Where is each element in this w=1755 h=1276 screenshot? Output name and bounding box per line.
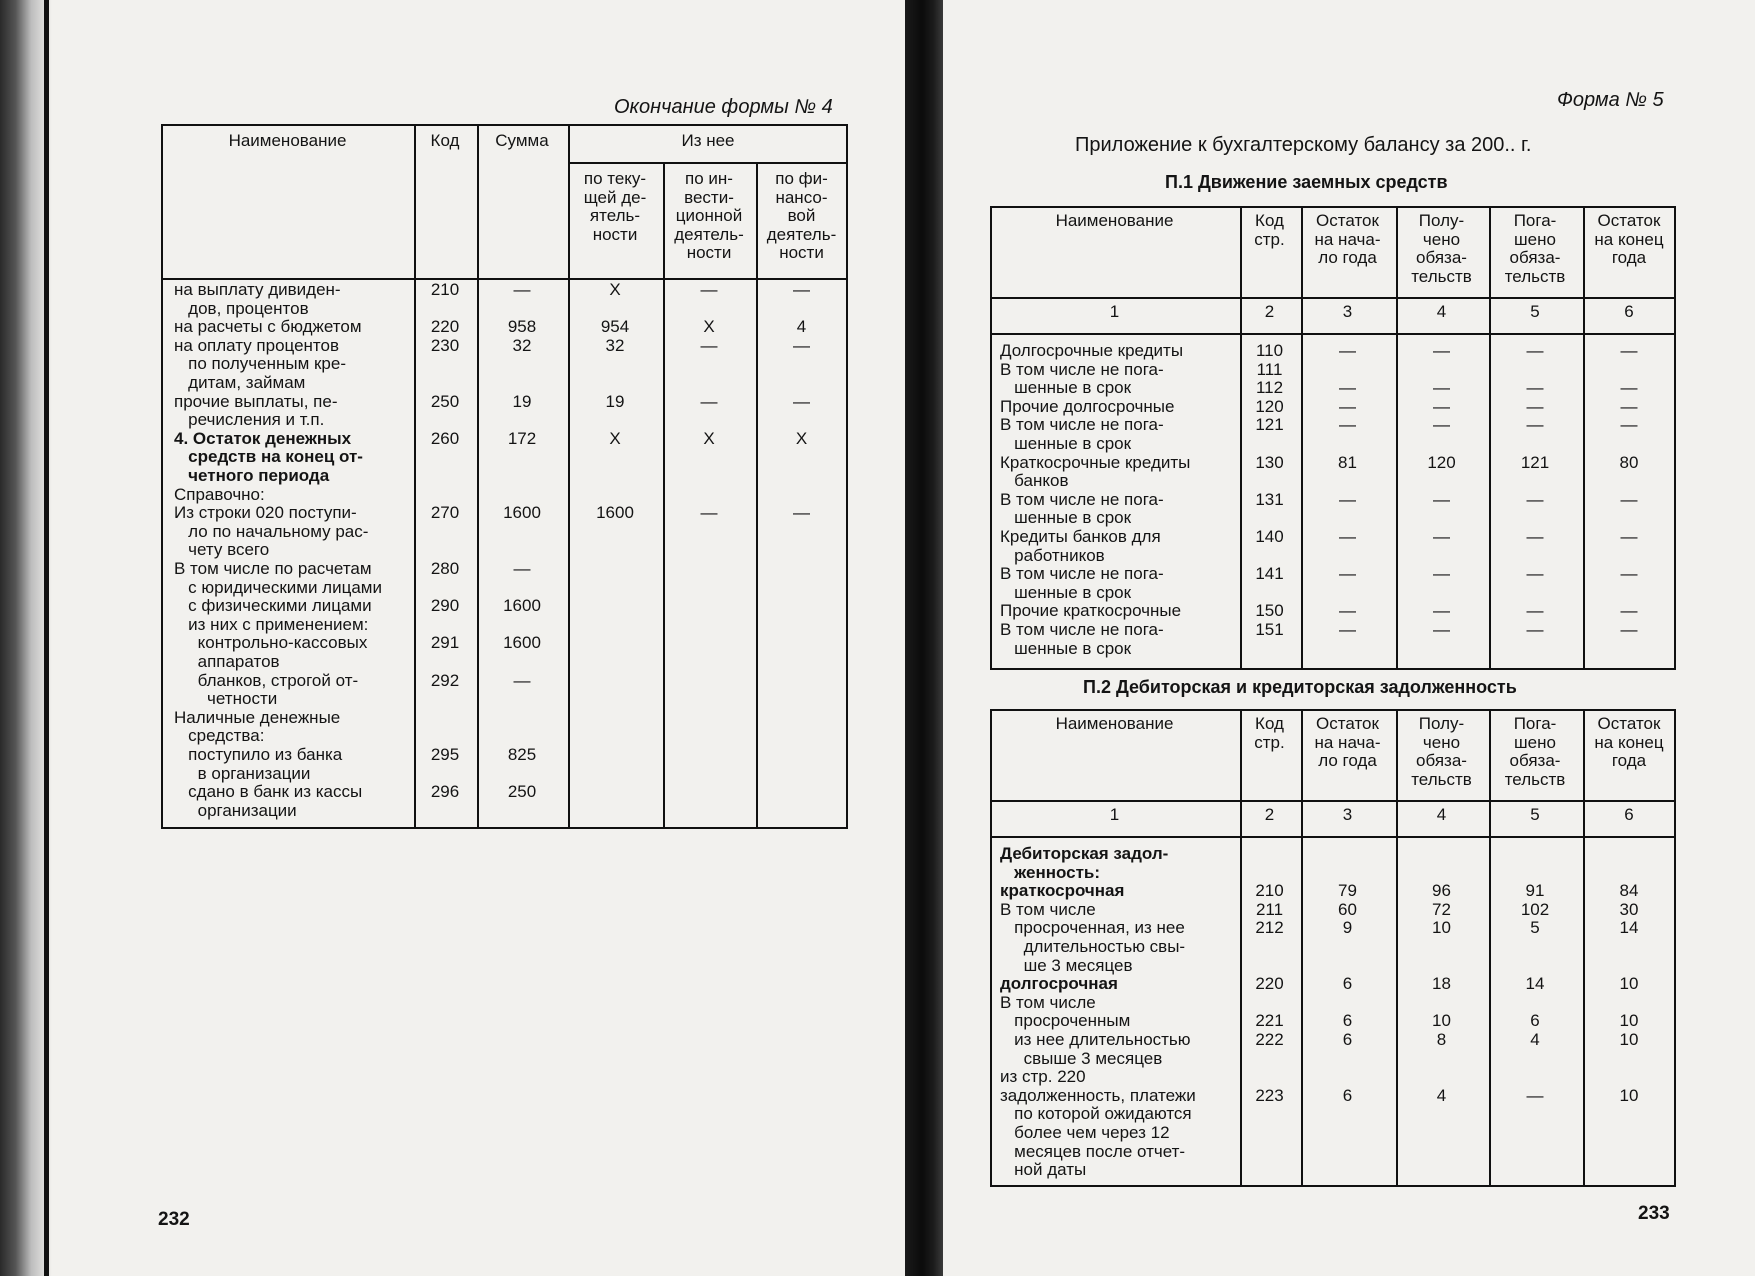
col-number: 2 <box>1264 302 1275 321</box>
row-code: 210 <box>430 280 460 299</box>
row-value: 18 <box>1432 974 1451 994</box>
row-code: 295 <box>430 745 460 764</box>
row-invest: — <box>700 280 718 299</box>
row-value: — <box>1339 378 1356 398</box>
row-invest: — <box>700 391 718 411</box>
row-value: 10 <box>1432 918 1451 938</box>
row-name: просроченная, из нее длительностью свы- ше 3 месяцев <box>1014 918 1186 975</box>
col-header-end-balance: Остаток на конец года <box>1594 211 1664 268</box>
row-value: 121 <box>1520 452 1550 472</box>
row-name: просроченным <box>1000 1011 1131 1031</box>
row-value: — <box>1620 489 1638 509</box>
col-header-finance: по фи- нансо- вой деятель- ности <box>766 169 837 263</box>
row-value: 30 <box>1619 899 1639 919</box>
row-name: В том числе не пога- шенные в срок <box>1000 620 1164 658</box>
row-finance: — <box>793 391 810 411</box>
row-name: Справочно: <box>174 484 265 504</box>
col-header-start-balance: Остаток на нача- ло года <box>1314 211 1381 268</box>
row-value: 10 <box>1432 1011 1451 1031</box>
row-name: из стр. 220 <box>1000 1067 1086 1087</box>
row-code: 250 <box>430 391 460 411</box>
row-sum: 958 <box>507 317 537 337</box>
row-value: — <box>1339 601 1356 621</box>
row-code: 270 <box>430 503 460 523</box>
row-name: Долгосрочные кредиты <box>1000 341 1184 360</box>
row-value: — <box>1433 415 1450 435</box>
row-name: Наличные денежные средства: <box>174 707 341 746</box>
row-name: В том числе по расчетам с юридическими лицами <box>174 559 382 597</box>
row-code: 292 <box>430 670 460 690</box>
row-invest: — <box>700 503 718 523</box>
col-header-received: Полу- чено обяза- тельств <box>1411 211 1472 286</box>
col-number: 3 <box>1342 302 1353 321</box>
row-value: — <box>1526 527 1544 546</box>
row-code: 223 <box>1255 1085 1284 1105</box>
row-value: — <box>1526 415 1544 435</box>
row-name: на оплату процентов по полученным кре- дитам, займам <box>174 335 346 392</box>
row-value: — <box>1433 601 1450 621</box>
row-name: на выплату дивиден- дов, процентов <box>174 280 341 318</box>
col-number: 5 <box>1530 805 1540 824</box>
row-invest: — <box>700 335 718 355</box>
row-name: с физическими лицами из них с применением: <box>188 596 372 634</box>
row-value: — <box>1526 620 1544 639</box>
row-current: 19 <box>605 391 625 411</box>
row-name: шенные в срок <box>1000 378 1132 398</box>
row-current: X <box>609 428 621 448</box>
row-sum: 1600 <box>503 633 541 653</box>
row-value: 6 <box>1342 1011 1353 1031</box>
row-name: В том числе не пога- шенные в срок <box>1000 489 1164 528</box>
row-value: — <box>1339 415 1356 435</box>
row-current: 1600 <box>596 503 634 523</box>
row-code: 112 <box>1255 378 1284 398</box>
col-header-repaid: Пога- шено обяза- тельств <box>1504 211 1566 286</box>
row-value: — <box>1433 396 1450 416</box>
row-value: 14 <box>1525 974 1545 994</box>
row-code: 151 <box>1255 620 1284 639</box>
row-code: 131 <box>1255 489 1284 509</box>
col-header-received: Полу- чено обяза- тельств <box>1411 714 1472 789</box>
row-code: 230 <box>430 335 460 355</box>
row-value: 4 <box>1436 1085 1447 1105</box>
row-name: прочие выплаты, пе- речисления и т.п. <box>174 391 338 430</box>
row-code: 291 <box>430 633 460 653</box>
row-name: сдано в банк из кассы организации <box>188 782 363 820</box>
form-subtitle: Приложение к бухгалтерскому балансу за 200.. г. <box>1075 134 1532 156</box>
row-code: 290 <box>430 596 460 616</box>
col-number: 5 <box>1530 302 1540 321</box>
row-name: Кредиты банков для работников <box>1000 527 1161 565</box>
row-value: — <box>1433 378 1450 398</box>
row-value: 6 <box>1530 1011 1540 1031</box>
page-edge-left <box>44 0 49 1276</box>
row-name: долгосрочная <box>1000 974 1118 994</box>
row-value: — <box>1526 396 1544 416</box>
row-code: 260 <box>430 428 460 448</box>
row-code: 141 <box>1255 564 1284 584</box>
row-value: 10 <box>1619 1011 1639 1031</box>
row-name: краткосрочная <box>1000 881 1125 901</box>
row-value: 91 <box>1525 881 1545 901</box>
row-finance: — <box>793 503 810 523</box>
col-number: 1 <box>1109 302 1120 321</box>
col-header-name: Наименование <box>1055 714 1174 733</box>
row-value: — <box>1433 489 1450 509</box>
row-sum: 172 <box>507 428 537 448</box>
col-number: 2 <box>1264 805 1275 824</box>
col-header-code: Код <box>430 131 460 150</box>
row-sum: 825 <box>507 745 537 764</box>
row-value: 10 <box>1619 974 1639 994</box>
row-value: 79 <box>1338 881 1357 901</box>
row-name: В том числе не пога- шенные в срок <box>1000 564 1164 602</box>
row-code: 140 <box>1255 527 1284 546</box>
row-name: В том числе не пога- шенные в срок <box>1000 415 1164 453</box>
row-value: 80 <box>1619 452 1639 472</box>
row-name: поступило из банка в организации <box>188 745 343 783</box>
row-name: задолженность, платежи по которой ожидаются более чем через 12 месяцев после отчет- ной даты <box>1000 1085 1196 1180</box>
row-value: 81 <box>1338 452 1357 472</box>
row-sum: 1600 <box>503 503 541 523</box>
row-finance: 4 <box>796 317 807 337</box>
row-value: — <box>1433 527 1450 546</box>
row-value: — <box>1433 341 1450 360</box>
row-value: — <box>1339 564 1356 584</box>
col-header-start-balance: Остаток на нача- ло года <box>1314 714 1381 771</box>
row-finance: X <box>795 428 808 448</box>
row-name: Из строки 020 поступи- ло по начальному рас- чету всего <box>174 503 369 560</box>
row-value: 120 <box>1427 452 1456 472</box>
row-sum: 19 <box>512 391 532 411</box>
row-value: 5 <box>1530 918 1540 938</box>
col-number: 4 <box>1436 805 1447 824</box>
col-header-code: Код стр. <box>1254 211 1285 249</box>
row-code: 210 <box>1255 881 1284 901</box>
page-number-right: 233 <box>1638 1203 1670 1224</box>
row-code: 150 <box>1255 601 1284 621</box>
row-value: — <box>1433 620 1450 639</box>
left-caption: Окончание формы № 4 <box>614 96 833 118</box>
row-name: из нее длительностью свыше 3 месяцев <box>1014 1030 1191 1068</box>
row-value: — <box>1526 489 1544 509</box>
row-finance: — <box>793 280 810 299</box>
col-number: 1 <box>1109 805 1120 824</box>
col-header-current: по теку- щей де- ятель- ности <box>583 169 647 244</box>
row-value: 8 <box>1436 1030 1447 1049</box>
row-value: — <box>1526 341 1544 360</box>
row-value: — <box>1433 564 1450 584</box>
row-value: 72 <box>1432 899 1451 919</box>
page-number-left: 232 <box>158 1209 190 1230</box>
row-name: Прочие краткосрочные <box>1000 601 1182 621</box>
row-invest: X <box>703 317 715 337</box>
row-value: — <box>1526 1085 1544 1105</box>
row-value: 84 <box>1619 881 1639 901</box>
row-name: В том числе не пога- <box>1000 359 1164 379</box>
row-value: — <box>1339 396 1356 416</box>
row-value: 6 <box>1342 974 1353 994</box>
row-value: — <box>1339 341 1356 360</box>
row-current: 954 <box>600 317 630 337</box>
col-header-name: Наименование <box>228 131 347 150</box>
row-value: 4 <box>1530 1030 1540 1049</box>
row-sum: — <box>513 280 531 299</box>
col-header-repaid: Пога- шено обяза- тельств <box>1504 714 1566 789</box>
row-code: 220 <box>1255 974 1284 994</box>
book-binding <box>905 0 943 1276</box>
row-name: контрольно-кассовых аппаратов <box>197 633 368 671</box>
col-number: 6 <box>1624 302 1634 321</box>
row-value: 6 <box>1342 1030 1353 1049</box>
row-value: 10 <box>1619 1085 1639 1105</box>
row-sum: 250 <box>507 782 537 802</box>
row-value: 10 <box>1619 1030 1639 1049</box>
row-code: 212 <box>1255 918 1284 938</box>
col-header-sum: Сумма <box>495 131 549 150</box>
row-name: В том числе <box>1000 899 1096 919</box>
row-value: — <box>1339 489 1356 509</box>
col-header-invest: по ин- вести- ционной деятель- ности <box>674 169 744 263</box>
row-code: 221 <box>1255 1011 1284 1031</box>
row-name: Прочие долгосрочные <box>1000 396 1175 416</box>
col-header-code: Код стр. <box>1254 714 1285 752</box>
row-code: 211 <box>1255 899 1284 919</box>
row-code: 222 <box>1255 1030 1284 1049</box>
col-header-name: Наименование <box>1055 211 1174 230</box>
row-code: 130 <box>1255 452 1284 472</box>
row-name: Дебиторская задол- женность: <box>1000 844 1169 882</box>
row-value: — <box>1526 378 1544 398</box>
row-current: X <box>609 280 621 299</box>
row-name: бланков, строгой от- четности <box>197 670 359 709</box>
row-finance: — <box>793 335 810 355</box>
row-sum: — <box>513 670 531 690</box>
row-value: — <box>1620 564 1638 584</box>
row-value: 6 <box>1342 1085 1353 1105</box>
row-sum: — <box>513 559 531 578</box>
row-name: на расчеты с бюджетом <box>174 317 362 337</box>
row-invest: X <box>703 428 715 448</box>
row-value: 14 <box>1619 918 1639 938</box>
row-name: В том числе <box>1000 992 1096 1012</box>
row-value: — <box>1339 620 1356 639</box>
row-value: 60 <box>1338 899 1357 919</box>
row-current: 32 <box>605 335 625 355</box>
row-value: 102 <box>1520 899 1550 919</box>
row-value: — <box>1620 396 1638 416</box>
row-value: — <box>1526 564 1544 584</box>
row-value: — <box>1620 341 1638 360</box>
row-value: — <box>1526 601 1544 621</box>
row-name: Краткосрочные кредиты банков <box>1000 452 1191 491</box>
row-value: — <box>1339 527 1356 546</box>
col-header-end-balance: Остаток на конец года <box>1594 714 1664 771</box>
col-number: 6 <box>1624 805 1634 824</box>
col-header-of-which: Из нее <box>681 131 735 150</box>
section-title-debts: П.2 Дебиторская и кредиторская задолженность <box>1083 677 1517 697</box>
row-code: 110 <box>1255 341 1284 360</box>
row-value: 96 <box>1432 881 1451 901</box>
col-number: 4 <box>1436 302 1447 321</box>
row-sum: 32 <box>512 335 532 355</box>
row-code: 296 <box>430 782 460 802</box>
row-value: — <box>1620 415 1638 435</box>
form-caption: Форма № 5 <box>1557 89 1664 111</box>
section-title-loans: П.1 Движение заемных средств <box>1165 172 1448 192</box>
row-value: — <box>1620 378 1638 398</box>
row-code: 280 <box>430 559 460 578</box>
row-value: — <box>1620 601 1638 621</box>
row-code: 120 <box>1255 396 1284 416</box>
row-name: 4. Остаток денежных средств на конец от- четного периода <box>174 428 363 485</box>
row-code: 111 <box>1256 359 1283 379</box>
row-code: 220 <box>430 317 460 337</box>
row-sum: 1600 <box>503 596 541 616</box>
col-number: 3 <box>1342 805 1353 824</box>
row-value: — <box>1620 620 1638 639</box>
row-code: 121 <box>1255 415 1284 435</box>
row-value: 9 <box>1342 918 1353 938</box>
row-value: — <box>1620 527 1638 546</box>
